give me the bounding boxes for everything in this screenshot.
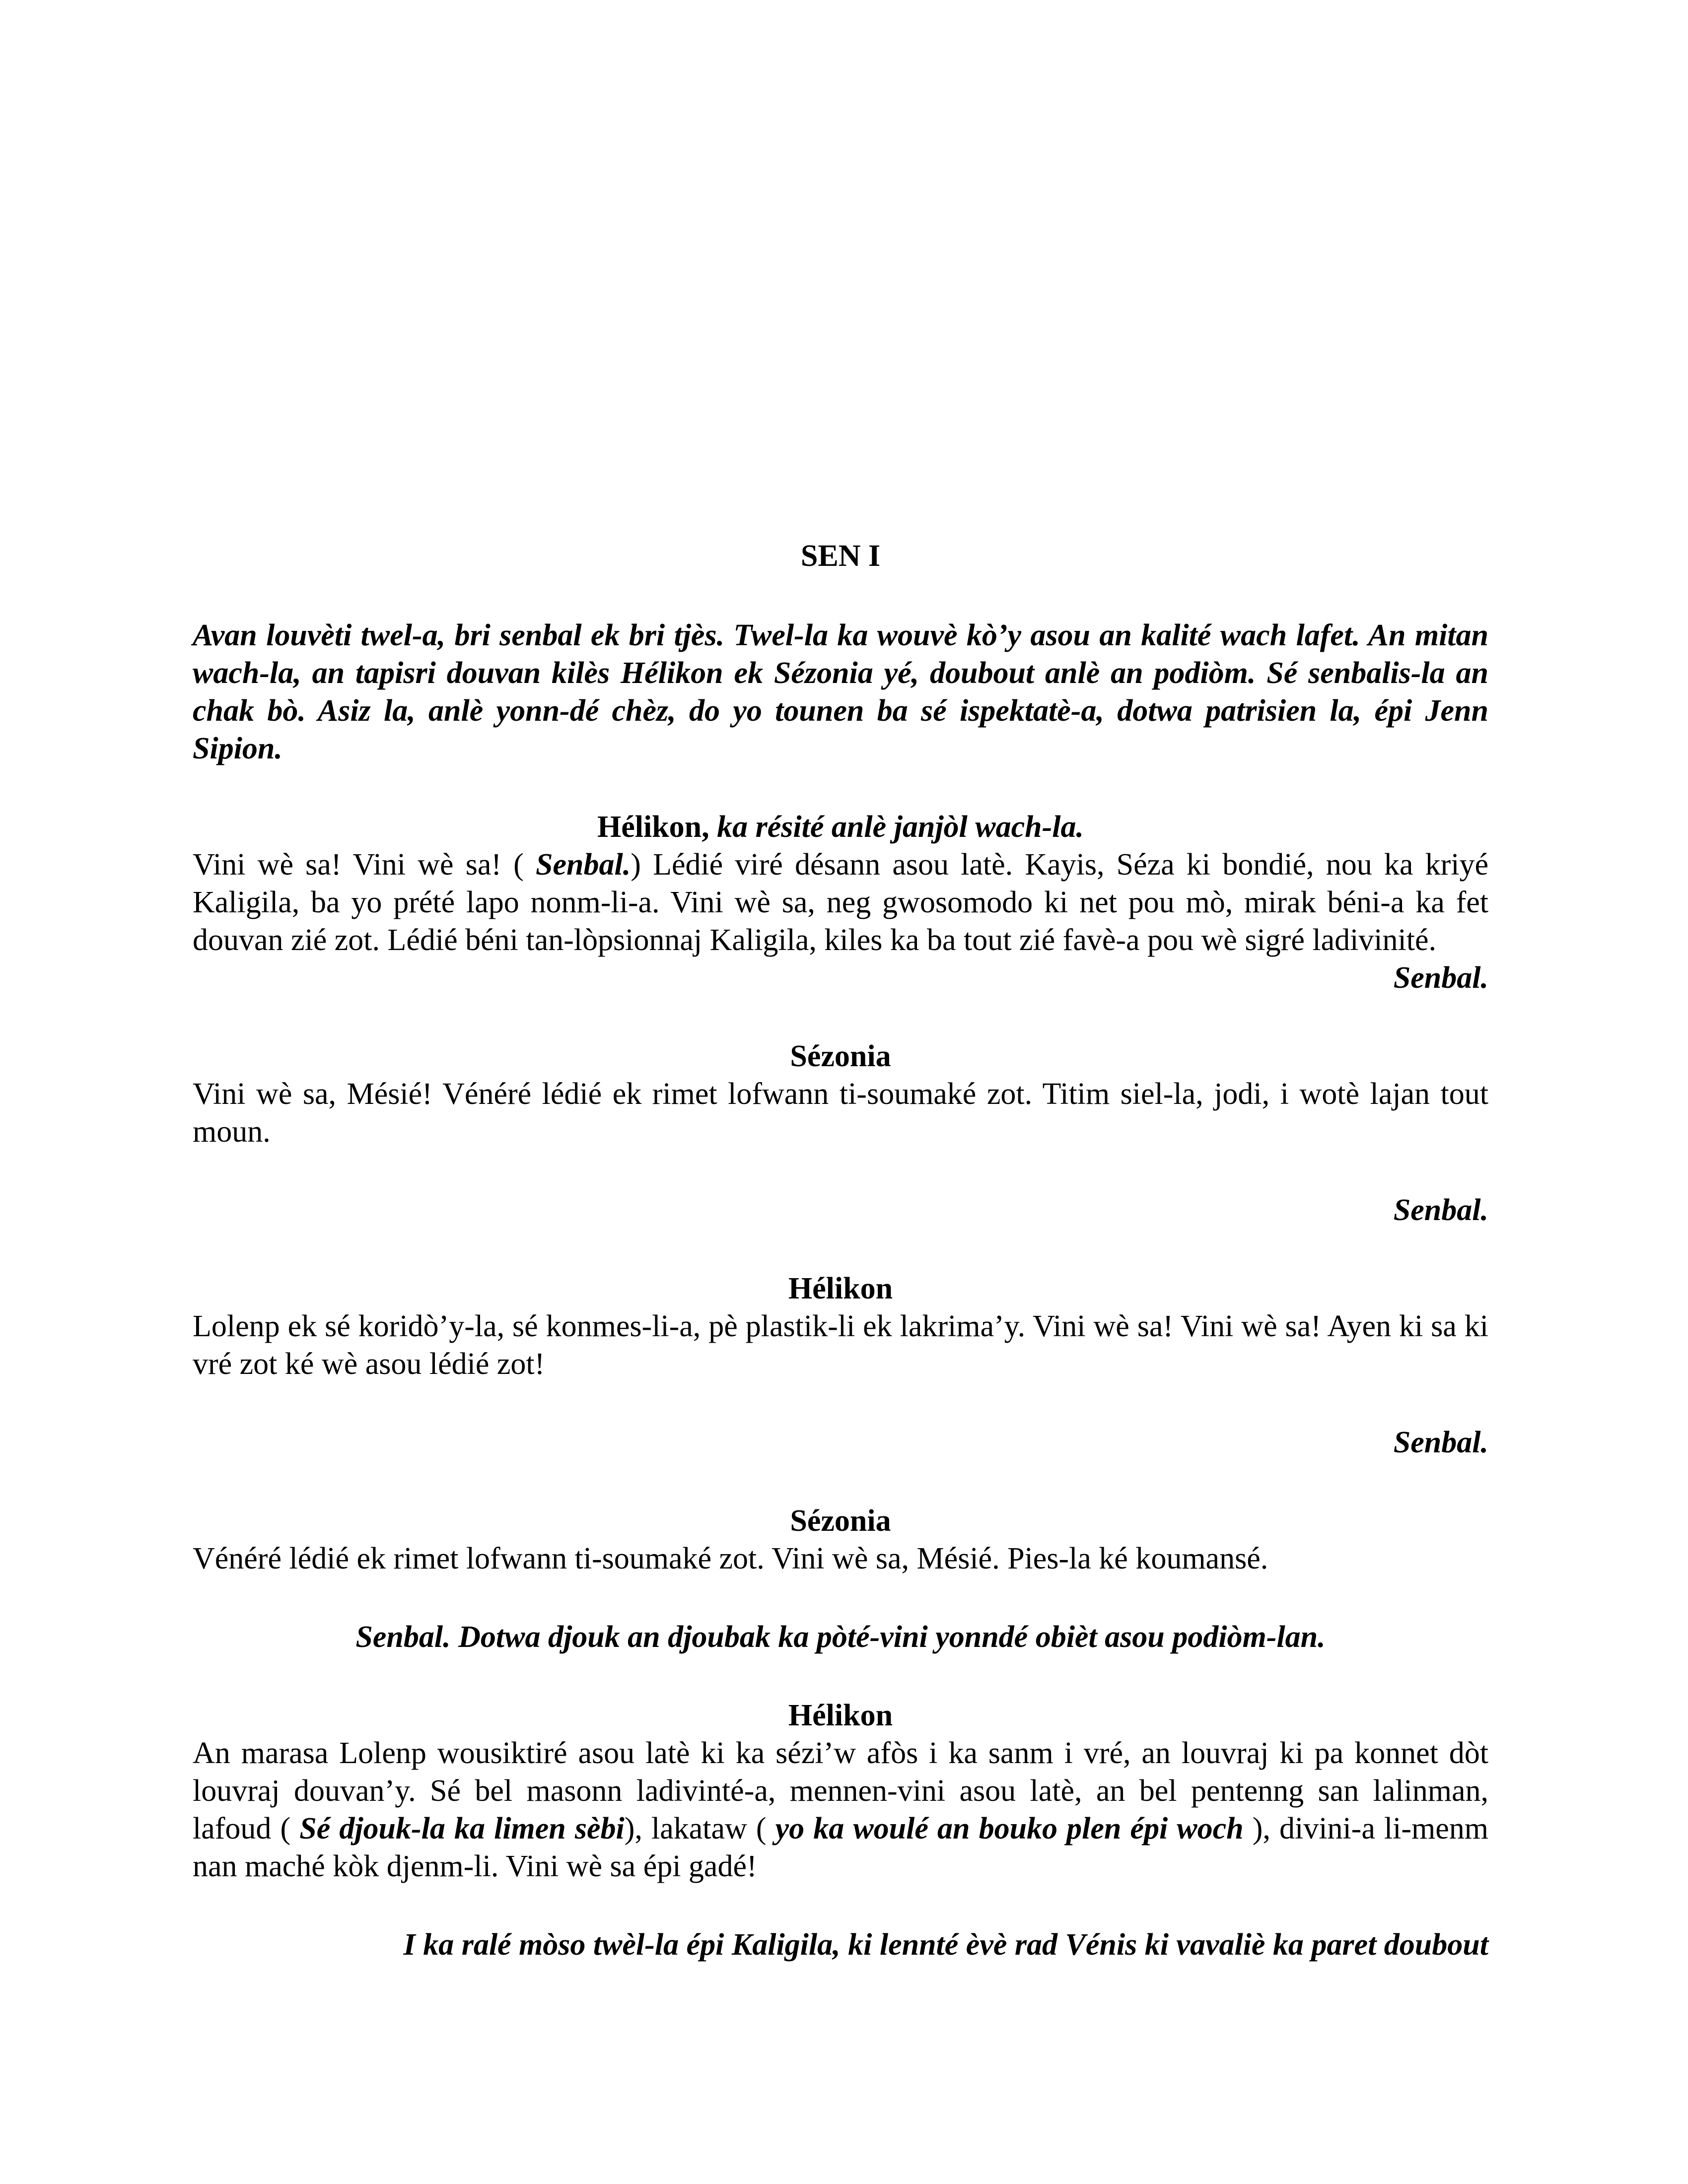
stage-direction-closing: I ka ralé mòso twèl-la épi Kaligila, ki lennté èvè rad Vénis ki vavaliè ka paret doubout bbox=[403, 1928, 1488, 1962]
speaker-name: Hélikon bbox=[788, 1699, 893, 1732]
speaker-label: Hélikon, bbox=[597, 810, 709, 844]
speech-part: ), divini-a li-menm nan maché kòk djenm-li. Vini wè sa épi gadé! bbox=[193, 1812, 1488, 1883]
dialogue-block-helikon-1 bbox=[193, 808, 1488, 997]
scene-title: SEN I bbox=[800, 539, 881, 573]
speech-text: Vénéré lédié ek rimet lofwann ti-soumaké zot. Vini wè sa, Mésié. Pies-la ké koumansé. bbox=[193, 1542, 1268, 1575]
speaker-name: Hélikon bbox=[788, 1272, 893, 1305]
inline-direction: Senbal. bbox=[536, 848, 631, 882]
stage-direction-opening: Avan louvèti twel-a, bri senbal ek bri tjès. Twel-la ka wouvè kò’y asou an kalité wach lafet. An mitan wach-la, an tapisri douvan kilès Hélikon ek Sézonia yé, doubout anlè an podiòm. Sé senbalis-la an chak bò. Asiz la, anlè yonn-dé chèz, do yo tounen ba sé ispektatè-a, dotwa patrisien la, épi Jenn Sipion. bbox=[193, 618, 1488, 765]
speech-part: ) Lédié viré désann asou latè. Kayis, Séza ki bondié, nou ka kriyé Kaligila, ba yo prété lapo nonm-li-a. Vini wè sa, neg gwosomodo ki net pou mò, mirak béni-a ka fet douvan zié zot. Lédié béni tan-lòpsionnaj Kaligila, kiles ka ba tout zié favè-a pou wè sigré ladivinité. bbox=[193, 848, 1488, 957]
speech-text: Lolenp ek sé koridò’y-la, sé konmes-li-a, pè plastik-li ek lakrima’y. Vini wè sa! Vini wè sa! Ayen ki sa ki vré zot ké wè asou lédié zot! bbox=[193, 1309, 1488, 1381]
dialogue-block-helikon-2 bbox=[193, 1270, 1488, 1461]
speech-text: Vini wè sa, Mésié! Vénéré lédié ek rimet lofwann ti-soumaké zot. Titim siel-la, jodi, i wotè lajan tout moun. bbox=[193, 1077, 1488, 1149]
script-page bbox=[193, 537, 1488, 1964]
speech-part: ), lakataw ( bbox=[624, 1812, 775, 1845]
speaker-name bbox=[193, 808, 1488, 846]
speech-text bbox=[193, 1734, 1488, 1885]
dialogue-block-sezonia-1 bbox=[193, 1037, 1488, 1229]
speech-text bbox=[193, 846, 1488, 959]
speaker-name: Sézonia bbox=[790, 1039, 891, 1073]
dialogue-block-sezonia-2 bbox=[193, 1502, 1488, 1577]
speaker-direction: ka résité anlè janjòl wach-la. bbox=[717, 810, 1084, 844]
inline-direction: Sé djouk-la ka limen sèbi bbox=[299, 1812, 625, 1845]
cymbal-cue: Senbal. bbox=[1393, 1426, 1488, 1459]
speech-part: Vini wè sa! Vini wè sa! ( bbox=[193, 848, 536, 882]
inline-direction: yo ka woulé an bouko plen épi woch bbox=[775, 1812, 1244, 1845]
cymbal-cue: Senbal. bbox=[1393, 1193, 1488, 1227]
cymbal-cue: Senbal. bbox=[1393, 961, 1488, 995]
stage-direction-middle: Senbal. Dotwa djouk an djoubak ka pòté-vini yonndé obièt asou podiòm-lan. bbox=[355, 1620, 1326, 1654]
speaker-name: Sézonia bbox=[790, 1504, 891, 1538]
speech-part: An marasa Lolenp wousiktiré asou latè ki ka sézi’w afòs i ka sanm i vré, an louvraj ki pa konnet dòt louvraj douvan’y. Sé bel masonn ladivinté-a, mennen-vini asou latè, an bel pentenng san lalinman, lafoud ( bbox=[193, 1736, 1488, 1845]
dialogue-block-helikon-3 bbox=[193, 1697, 1488, 1885]
